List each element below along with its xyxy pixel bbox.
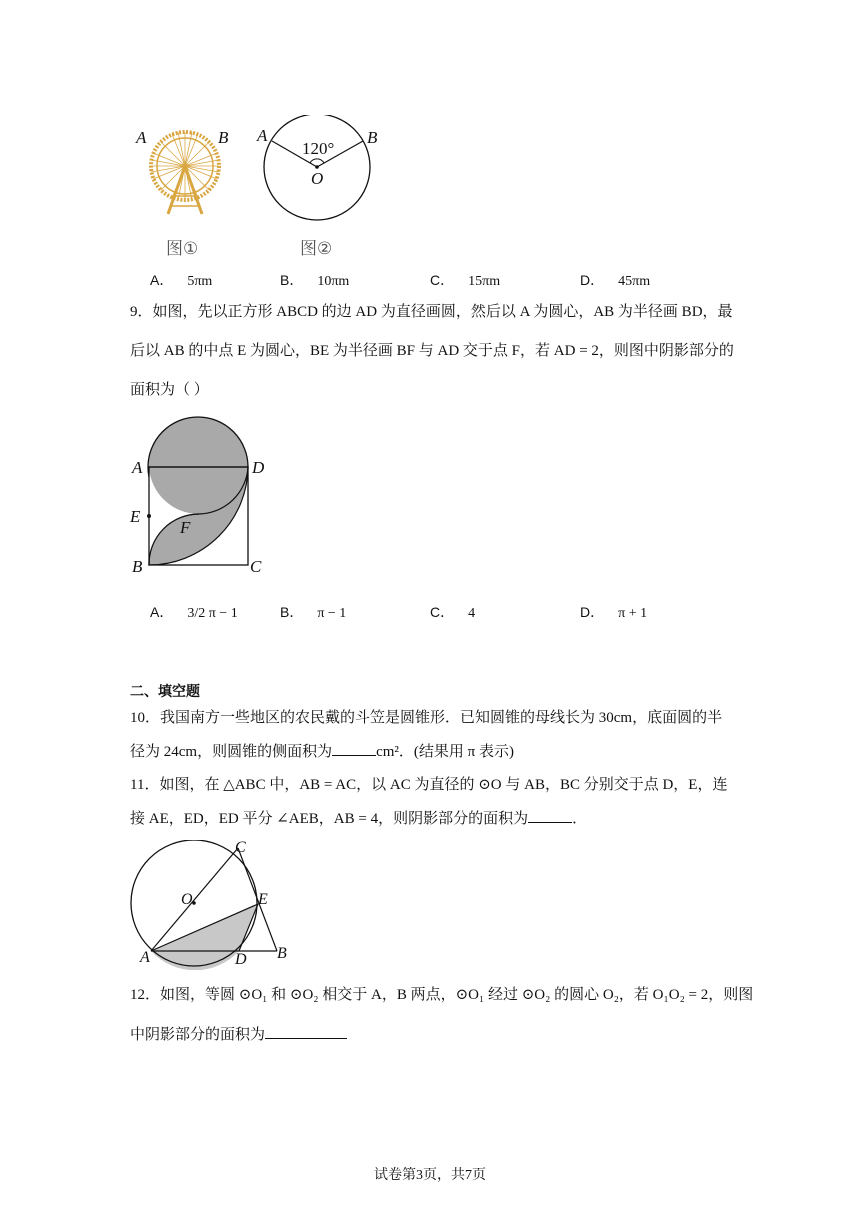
q12-text-line1: 12．如图，等圆 ⊙O₁ 和 ⊙O₂ 相交于 A，B 两点，⊙O₁ 经过 ⊙O₂ 的圆心 O₂，若 O₁O₂ = 2，则图 [130, 987, 754, 1003]
q11-label-d: D [235, 951, 247, 968]
q12-answer-blank[interactable] [265, 1024, 347, 1039]
fig1-caption: 图① [166, 239, 199, 259]
q10-answer-blank[interactable] [332, 741, 376, 756]
section-heading: 二、填空题 [130, 684, 200, 700]
fig2-angle: 120° [302, 139, 335, 158]
q9-label-b: B [132, 557, 143, 576]
fig2-caption: 图② [300, 239, 333, 259]
q8-option-a[interactable]: A． 5πm [150, 272, 213, 289]
q11-text-line2: 接 AE，ED，ED 平分 ∠AEB，AB = 4，则阴影部分的面积为 ． [130, 808, 587, 829]
q11-answer-blank[interactable] [528, 808, 572, 823]
q11-label-b: B [277, 945, 287, 962]
fig2-label-b: B [367, 128, 378, 147]
q12-text-line2: 中阴影部分的面积为 [130, 1024, 347, 1045]
q9-option-b[interactable]: B． π − 1 [280, 604, 347, 621]
q9-option-c[interactable]: C． 4 [430, 604, 476, 621]
fig2-label-o: O [311, 169, 324, 188]
q10-text-line2: 径为 24cm，则圆锥的侧面积为 cm²．(结果用 π 表示) [130, 741, 514, 762]
fig2-label-a: A [257, 126, 268, 145]
q9-option-a[interactable]: A． 3/2 π − 1 [150, 604, 238, 621]
q9-figure [125, 410, 285, 580]
q9-label-d: D [252, 458, 265, 477]
q9-label-e: E [130, 507, 141, 526]
q11-label-a: A [140, 949, 150, 966]
q8-option-c[interactable]: C． 15πm [430, 272, 501, 289]
q9-label-a: A [132, 458, 143, 477]
q11-text-line1: 11．如图，在 △ABC 中，AB = AC，以 AC 为直径的 ⊙O 与 AB，BC 分别交于点 D，E，连 [130, 777, 728, 793]
fig1-label-b: B [218, 128, 229, 147]
q8-option-d[interactable]: D． 45πm [580, 272, 651, 289]
q9-text-line1: 9．如图，先以正方形 ABCD 的边 AD 为直径画圆，然后以 A 为圆心，AB 为半径画 BD，最 [130, 304, 733, 320]
q9-text-line2: 后以 AB 的中点 E 为圆心，BE 为半径画 BF 与 AD 交于点 F，若 AD = 2，则图中阴影部分的 [130, 343, 734, 359]
fig1-label-a: A [136, 128, 147, 147]
q9-label-c: C [250, 557, 262, 576]
q10-text-line1: 10．我国南方一些地区的农民戴的斗笠是圆锥形．已知圆锥的母线长为 30cm，底面圆的半 [130, 710, 723, 726]
q11-label-e: E [258, 891, 268, 908]
q9-text-line3: 面积为（ ） [130, 382, 209, 398]
q11-label-o: O [181, 891, 193, 908]
q11-label-c: C [235, 839, 246, 856]
q9-label-f: F [180, 518, 191, 537]
q9-option-d[interactable]: D． π + 1 [580, 604, 648, 621]
q11-figure [125, 840, 295, 970]
q8-option-b[interactable]: B． 10πm [280, 272, 350, 289]
page-footer: 试卷第3页，共7页 [374, 1168, 486, 1183]
